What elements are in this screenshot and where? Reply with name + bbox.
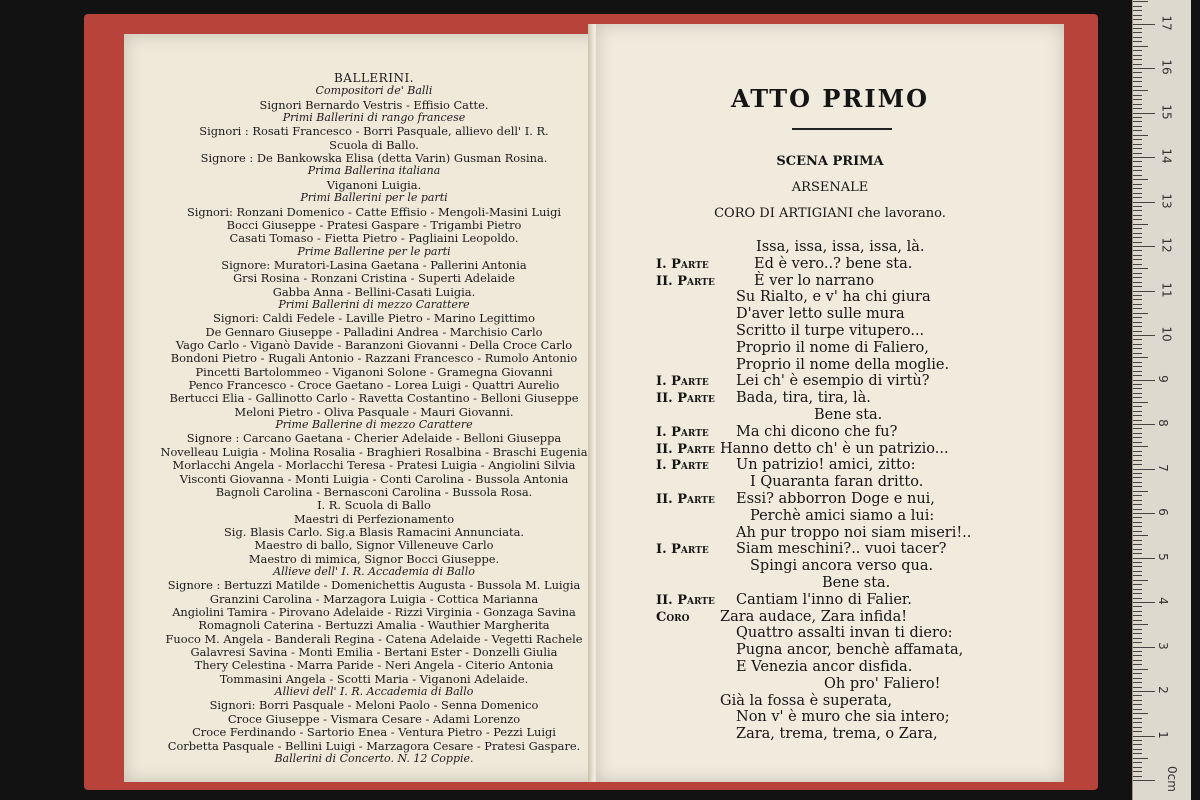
cast-line: Bondoni Pietro - Rugali Antonio - Razzani Francesco - Rumolo Antonio xyxy=(170,351,578,366)
ruler-tick xyxy=(1133,655,1142,656)
ruler-tick xyxy=(1133,99,1142,100)
ruler-tick xyxy=(1133,638,1142,639)
ruler-tick xyxy=(1133,113,1155,114)
verse-line: Su Rialto, e v' ha chi giura xyxy=(736,289,931,306)
cast-line: Croce Giuseppe - Vismara Cesare - Adami Lorenzo xyxy=(227,711,521,726)
ruler-tick xyxy=(1133,90,1148,91)
ruler-tick xyxy=(1133,642,1142,643)
ruler-tick xyxy=(1133,380,1155,381)
verse-line: È ver lo narrano xyxy=(754,272,875,289)
book xyxy=(84,14,1098,790)
ruler-tick xyxy=(1133,46,1148,47)
ruler-number: 11 xyxy=(1159,281,1174,298)
ruler-tick xyxy=(1133,117,1142,118)
ruler-tick xyxy=(1133,37,1142,38)
ruler-tick xyxy=(1133,50,1142,51)
ruler-tick xyxy=(1133,15,1142,16)
cast-line: Allieve dell' I. R. Accademia di Ballo xyxy=(273,564,475,578)
cast-line: Signore : Bertuzzi Matilde - Domenichettis Augusta - Bussola M. Luigia xyxy=(167,578,581,593)
verse-line: Bene sta. xyxy=(814,407,883,423)
ruler-tick xyxy=(1133,464,1142,465)
ruler-tick xyxy=(1133,55,1142,56)
cast-line: Maestro di ballo, Signor Villeneuve Carlo xyxy=(254,538,494,553)
ruler-number: 4 xyxy=(1155,597,1170,605)
chorus-heading: CORO DI ARTIGIANI che lavorano. xyxy=(714,206,946,221)
ruler-tick xyxy=(1133,210,1142,211)
speaker-tag: II. Parte xyxy=(656,273,715,289)
ruler-tick xyxy=(1133,219,1142,220)
measuring-ruler xyxy=(1132,0,1191,800)
cast-line: Vago Carlo - Viganò Davide - Baranzoni Giovanni - Della Croce Carlo xyxy=(175,338,573,352)
cast-line: Maestri di Perfezionamento xyxy=(293,511,455,526)
ruler-tick xyxy=(1133,762,1142,763)
ruler-tick xyxy=(1133,77,1142,78)
speaker-tag: II. Parte xyxy=(656,492,715,507)
ruler-tick xyxy=(1133,424,1155,425)
cast-line: Thery Celestina - Marra Paride - Neri Angela - Citerio Antonia xyxy=(194,658,554,673)
verse-line: E Venezia ancor disfida. xyxy=(736,659,913,675)
ruler-tick xyxy=(1133,415,1142,416)
cast-line: Scuola di Ballo. xyxy=(329,137,419,152)
ruler-tick xyxy=(1133,170,1142,171)
cast-line: Primi Ballerini per le parti xyxy=(300,191,448,205)
ruler-tick xyxy=(1133,593,1142,594)
cast-line: Compositori de' Balli xyxy=(315,84,433,98)
ruler-tick xyxy=(1133,95,1142,96)
verse-line: Quattro assalti invan ti diero: xyxy=(736,625,953,642)
ruler-tick xyxy=(1133,682,1142,683)
ruler-tick xyxy=(1133,531,1142,532)
verse-line: I Quaranta faran dritto. xyxy=(750,474,924,491)
ruler-tick xyxy=(1133,32,1142,33)
ruler-tick xyxy=(1133,6,1142,7)
cast-line: BALLERINI. xyxy=(333,71,414,85)
ruler-tick xyxy=(1133,291,1155,292)
ruler-tick xyxy=(1133,780,1155,781)
ruler-tick xyxy=(1133,486,1142,487)
ruler-tick xyxy=(1133,433,1142,434)
ruler-tick xyxy=(1133,615,1142,616)
ruler-tick xyxy=(1133,713,1148,714)
ruler-tick xyxy=(1133,544,1142,545)
ruler-tick xyxy=(1133,250,1142,251)
left-page xyxy=(124,34,624,782)
ruler-tick xyxy=(1133,148,1142,149)
cast-line: Novelleau Luigia - Molina Rosalia - Braghieri Rosalbina - Braschi Eugenia xyxy=(160,444,588,459)
ruler-tick xyxy=(1133,589,1142,590)
cast-line: Corbetta Pasquale - Bellini Luigi - Marzagora Cesare - Pratesi Gaspare. xyxy=(167,738,581,753)
ruler-tick xyxy=(1133,153,1142,154)
act-title: ATTO PRIMO xyxy=(730,84,930,113)
ruler-tick xyxy=(1133,81,1142,82)
ruler-tick xyxy=(1133,295,1142,296)
ruler-tick xyxy=(1133,446,1148,447)
ruler-tick xyxy=(1133,495,1142,496)
ruler-tick xyxy=(1133,562,1142,563)
ruler-tick xyxy=(1133,72,1142,73)
ruler-tick xyxy=(1133,744,1142,745)
ruler-tick xyxy=(1133,420,1142,421)
speaker-tag: I. Parte xyxy=(656,542,709,558)
cast-line: Signori Bernardo Vestris - Effisio Catte. xyxy=(259,97,489,112)
ruler-tick xyxy=(1133,460,1142,461)
ruler-tick xyxy=(1133,1,1148,2)
ruler-tick xyxy=(1133,357,1148,358)
ruler-tick xyxy=(1133,10,1142,11)
ruler-tick xyxy=(1133,517,1142,518)
ruler-tick xyxy=(1133,264,1142,265)
ruler-tick xyxy=(1133,700,1142,701)
ruler-tick xyxy=(1133,718,1142,719)
verse-line: Lei ch' è esempio di virtù? xyxy=(736,373,930,390)
ruler-tick xyxy=(1133,633,1142,634)
ruler-tick xyxy=(1133,24,1155,25)
ruler-tick xyxy=(1133,695,1142,696)
ruler-tick xyxy=(1133,326,1142,327)
ruler-tick xyxy=(1133,242,1142,243)
ruler-tick xyxy=(1133,575,1142,576)
cast-line: Signore : De Bankowska Elisa (detta Varin) Gusman Rosina. xyxy=(200,151,548,166)
ruler-tick xyxy=(1133,406,1142,407)
ruler-tick xyxy=(1133,722,1142,723)
ruler-tick xyxy=(1133,259,1142,260)
ruler-tick xyxy=(1133,215,1142,216)
ruler-tick xyxy=(1133,549,1142,550)
verse-line: Siam meschini?.. vuoi tacer? xyxy=(736,541,947,558)
cast-line: Bagnoli Carolina - Bernasconi Carolina - Bussola Rosa. xyxy=(215,484,533,499)
cast-line: Romagnoli Caterina - Bertuzzi Amalia - Wauthier Margherita xyxy=(198,618,550,633)
cast-line: Signore: Muratori-Lasina Gaetana - Pallerini Antonia xyxy=(221,257,527,272)
speaker-tag: II. Parte xyxy=(656,391,715,407)
cast-line: Primi Ballerini di mezzo Carattere xyxy=(278,297,470,311)
ruler-tick xyxy=(1133,233,1142,234)
speaker-tag: II. Parte xyxy=(656,592,715,608)
ruler-tick xyxy=(1133,286,1142,287)
cast-line: Allievi dell' I. R. Accademia di Ballo xyxy=(274,685,474,699)
title-rule xyxy=(792,128,892,130)
verse-line: Bada, tira, tira, là. xyxy=(736,390,871,407)
ruler-tick xyxy=(1133,397,1142,398)
verse-line: Bene sta. xyxy=(822,575,891,591)
cast-line: Visconti Giovanna - Monti Luigia - Conti Carolina - Bussola Antonia xyxy=(179,471,569,486)
ruler-tick xyxy=(1133,513,1155,514)
ruler-tick xyxy=(1133,317,1142,318)
verse-line: Oh pro' Faliero! xyxy=(824,675,941,692)
ruler-tick xyxy=(1133,687,1142,688)
verse-line: Già la fossa è superata, xyxy=(720,692,893,709)
verse-line: Ma chi dicono che fu? xyxy=(736,423,898,440)
ruler-number: 13 xyxy=(1159,192,1174,209)
ruler-tick xyxy=(1133,451,1142,452)
ruler-tick xyxy=(1133,193,1142,194)
scene-place: ARSENALE xyxy=(791,180,869,195)
cast-line: Angiolini Tamira - Pirovano Adelaide - Rizzi Virginia - Gonzaga Savina xyxy=(172,605,576,619)
ruler-number: 14 xyxy=(1159,148,1174,164)
ruler-tick xyxy=(1133,767,1142,768)
ruler-number: 12 xyxy=(1159,237,1174,253)
ruler-tick xyxy=(1133,629,1142,630)
verse-line: Cantiam l'inno di Falier. xyxy=(736,591,912,608)
ruler-tick xyxy=(1133,477,1142,478)
ruler-tick xyxy=(1133,282,1142,283)
ruler-number: 0cm xyxy=(1164,766,1179,792)
cast-line: I. R. Scuola di Ballo xyxy=(317,498,431,513)
cast-line: Pincetti Bartolommeo - Viganoni Solone - Gramegna Giovanni xyxy=(195,364,553,379)
cast-line: Fuoco M. Angela - Banderali Regina - Catena Adelaide - Vegetti Rachele xyxy=(165,631,583,646)
cast-line: Signori: Caldi Fedele - Laville Pietro - Marino Legittimo xyxy=(213,311,535,326)
verse-line: Zara audace, Zara infida! xyxy=(720,608,908,625)
ruler-tick xyxy=(1133,771,1142,772)
verse-line: Proprio il nome della moglie. xyxy=(736,356,950,373)
scene-heading: SCENA PRIMA xyxy=(776,154,884,169)
ruler-tick xyxy=(1133,166,1142,167)
ruler-tick xyxy=(1133,584,1142,585)
speaker-tag: I. Parte xyxy=(656,424,709,440)
ruler-tick xyxy=(1133,313,1148,314)
cast-line: Tommasini Angela - Scotti Maria - Viganoni Adelaide. xyxy=(219,671,529,686)
ruler-tick xyxy=(1133,402,1148,403)
ruler-tick xyxy=(1133,59,1142,60)
ruler-tick xyxy=(1133,135,1148,136)
ruler-tick xyxy=(1133,273,1142,274)
ruler-tick xyxy=(1133,504,1142,505)
ruler-tick xyxy=(1133,602,1155,603)
ruler-number: 2 xyxy=(1155,686,1170,694)
ruler-tick xyxy=(1133,202,1155,203)
verse-line: Proprio il nome di Faliero, xyxy=(736,339,929,356)
ruler-tick xyxy=(1133,428,1142,429)
ruler-tick xyxy=(1133,19,1142,20)
ruler-tick xyxy=(1133,669,1148,670)
ruler-number: 5 xyxy=(1155,552,1170,561)
cast-line: Casati Tomaso - Fietta Pietro - Pagliaini Leopoldo. xyxy=(229,231,519,246)
ruler-tick xyxy=(1133,526,1142,527)
ruler-tick xyxy=(1133,624,1148,625)
ruler-tick xyxy=(1133,121,1142,122)
ruler-tick xyxy=(1133,388,1142,389)
verse-line: Essi? abborron Doge e nui, xyxy=(736,491,935,507)
ruler-tick xyxy=(1133,322,1142,323)
speaker-tag: I. Parte xyxy=(656,458,709,474)
ruler-tick xyxy=(1133,277,1142,278)
ruler-tick xyxy=(1133,393,1142,394)
cast-line: Bertucci Elia - Gallinotto Carlo - Ravetta Costantino - Belloni Giuseppe xyxy=(169,391,579,406)
ruler-tick xyxy=(1133,651,1142,652)
ruler-number: 9 xyxy=(1155,374,1170,383)
ruler-tick xyxy=(1133,709,1142,710)
ruler-number: 10 xyxy=(1159,326,1174,342)
ruler-tick xyxy=(1133,335,1155,336)
ruler-tick xyxy=(1133,366,1142,367)
ruler-tick xyxy=(1133,558,1155,559)
ruler-tick xyxy=(1133,500,1142,501)
cast-line: Gabba Anna - Bellini-Casati Luigia. xyxy=(272,284,476,299)
ruler-tick xyxy=(1133,308,1142,309)
ruler-tick xyxy=(1133,753,1142,754)
cast-line: Primi Ballerini di rango francese xyxy=(282,111,466,125)
ruler-tick xyxy=(1133,331,1142,332)
ruler-tick xyxy=(1133,384,1142,385)
cast-line: Signori : Rosati Francesco - Borri Pasquale, allievo dell' I. R. xyxy=(199,124,549,139)
ruler-tick xyxy=(1133,304,1142,305)
ruler-tick xyxy=(1133,339,1142,340)
ruler-tick xyxy=(1133,104,1142,105)
speaker-tag: II. Parte xyxy=(656,441,715,457)
ruler-tick xyxy=(1133,144,1142,145)
cast-line: De Gennaro Giuseppe - Palladini Andrea - Marchisio Carlo xyxy=(205,324,543,339)
ruler-tick xyxy=(1133,473,1142,474)
cast-line: Bocci Giuseppe - Pratesi Gaspare - Trigambi Pietro xyxy=(226,217,522,232)
ruler-tick xyxy=(1133,660,1142,661)
ruler-tick xyxy=(1133,188,1142,189)
speaker-tag: Coro xyxy=(656,609,690,625)
ruler-tick xyxy=(1133,126,1142,127)
cast-line: Signore : Carcano Gaetana - Cherier Adelaide - Belloni Giuseppa xyxy=(186,431,562,446)
ruler-tick xyxy=(1133,246,1155,247)
ruler-tick xyxy=(1133,704,1142,705)
verse-line: Perchè amici siamo a lui: xyxy=(750,507,935,524)
ruler-tick xyxy=(1133,776,1142,777)
ruler-tick xyxy=(1133,64,1142,65)
verse-line: Issa, issa, issa, issa, là. xyxy=(756,239,925,255)
ruler-tick xyxy=(1133,442,1142,443)
ruler-tick xyxy=(1133,606,1142,607)
ruler-number: 7 xyxy=(1155,463,1170,472)
ruler-tick xyxy=(1133,255,1142,256)
cast-line: Viganoni Luigia. xyxy=(326,177,422,192)
ruler-tick xyxy=(1133,139,1142,140)
ruler-tick xyxy=(1133,673,1142,674)
ruler-number: 17 xyxy=(1159,14,1174,31)
ruler-tick xyxy=(1133,299,1142,300)
cast-line: Granzini Carolina - Marzagora Luigia - Cottica Marianna xyxy=(209,591,539,606)
ruler-tick xyxy=(1133,678,1142,679)
ruler-number: 8 xyxy=(1155,419,1170,427)
ruler-tick xyxy=(1133,268,1148,269)
cast-line: Prime Ballerine di mezzo Carattere xyxy=(275,418,473,432)
ruler-tick xyxy=(1133,647,1155,648)
cast-line: Sig. Blasis Carlo. Sig.a Blasis Ramacini Annunciata. xyxy=(224,524,524,539)
ruler-number: 6 xyxy=(1155,508,1170,516)
ruler-tick xyxy=(1133,437,1142,438)
ruler-tick xyxy=(1133,598,1142,599)
cast-line: Maestro di mimica, Signor Bocci Giuseppe. xyxy=(248,551,500,566)
cast-line: Morlacchi Angela - Morlacchi Teresa - Pratesi Luigia - Angiolini Silvia xyxy=(172,458,576,473)
verse-line: Scritto il turpe vitupero... xyxy=(736,323,925,339)
cast-line: Meloni Pietro - Oliva Pasquale - Mauri Giovanni. xyxy=(234,404,514,419)
ruler-tick xyxy=(1133,455,1142,456)
ruler-tick xyxy=(1133,491,1148,492)
ruler-tick xyxy=(1133,620,1142,621)
verse-line: Un patrizio! amici, zitto: xyxy=(736,457,916,474)
ruler-tick xyxy=(1133,727,1142,728)
ruler-tick xyxy=(1133,664,1142,665)
verse-line: D'aver letto sulle mura xyxy=(736,306,905,323)
ruler-tick xyxy=(1133,731,1142,732)
ruler-tick xyxy=(1133,482,1142,483)
ruler-tick xyxy=(1133,362,1142,363)
ruler-tick xyxy=(1133,353,1142,354)
verse-line: Non v' è muro che sia intero; xyxy=(736,709,950,726)
verse-line: Pugna ancor, benchè affamata, xyxy=(736,642,964,659)
ruler-tick xyxy=(1133,130,1142,131)
ruler-number: 3 xyxy=(1155,641,1170,650)
ruler-tick xyxy=(1133,580,1148,581)
ruler-tick xyxy=(1133,535,1148,536)
ruler-number: 15 xyxy=(1159,103,1174,120)
ruler-tick xyxy=(1133,736,1155,737)
ruler-tick xyxy=(1133,509,1142,510)
ruler-number: 1 xyxy=(1155,730,1170,739)
ruler-tick xyxy=(1133,411,1142,412)
cast-line: Galavresi Savina - Monti Emilia - Bertani Ester - Donzelli Giulia xyxy=(190,645,558,660)
verse-line: Spingi ancora verso qua. xyxy=(750,558,934,575)
ruler-tick xyxy=(1133,68,1155,69)
ruler-tick xyxy=(1133,108,1142,109)
cast-line: Grsi Rosina - Ronzani Cristina - Superti Adelaide xyxy=(233,271,515,286)
ruler-number: 16 xyxy=(1159,59,1174,75)
ruler-tick xyxy=(1133,197,1142,198)
ruler-tick xyxy=(1133,206,1142,207)
cast-line: Prima Ballerina italiana xyxy=(307,164,441,178)
ruler-tick xyxy=(1133,224,1148,225)
ruler-tick xyxy=(1133,540,1142,541)
verse-line: Hanno detto ch' è un patrizio... xyxy=(720,440,949,457)
ruler-tick xyxy=(1133,375,1142,376)
ruler-tick xyxy=(1133,184,1142,185)
ruler-tick xyxy=(1133,740,1142,741)
ruler-tick xyxy=(1133,749,1142,750)
cast-line: Signori: Ronzani Domenico - Catte Effisio - Mengoli-Masini Luigi xyxy=(186,204,562,219)
ruler-tick xyxy=(1133,179,1148,180)
ruler-tick xyxy=(1133,553,1142,554)
ruler-tick xyxy=(1133,344,1142,345)
cast-line: Ballerini di Concerto. N. 12 Coppie. xyxy=(274,751,474,765)
verse-line: Ah pur troppo noi siam miseri!.. xyxy=(736,524,972,541)
ruler-tick xyxy=(1133,758,1148,759)
cast-line: Penco Francesco - Croce Gaetano - Lorea Luigi - Quattri Aurelio xyxy=(188,378,560,393)
speaker-tag: I. Parte xyxy=(656,374,709,390)
ruler-tick xyxy=(1133,571,1142,572)
right-page xyxy=(596,24,1064,782)
ruler-tick xyxy=(1133,157,1155,158)
ruler-tick xyxy=(1133,566,1142,567)
ruler-tick xyxy=(1133,469,1155,470)
verse-line: Ed è vero..? bene sta. xyxy=(754,255,913,272)
ruler-tick xyxy=(1133,228,1142,229)
ruler-tick xyxy=(1133,86,1142,87)
cast-line: Prime Ballerine per le parti xyxy=(297,244,451,258)
ruler-tick xyxy=(1133,522,1142,523)
verse-line: Zara, trema, trema, o Zara, xyxy=(736,726,938,743)
speaker-tag: I. Parte xyxy=(656,256,709,272)
ruler-tick xyxy=(1133,348,1142,349)
ruler-tick xyxy=(1133,691,1155,692)
ruler-tick xyxy=(1133,161,1142,162)
ruler-tick xyxy=(1133,175,1142,176)
ruler-tick xyxy=(1133,41,1142,42)
ruler-tick xyxy=(1133,371,1142,372)
ruler-tick xyxy=(1133,611,1142,612)
ruler-tick xyxy=(1133,28,1142,29)
cast-line: Signori: Borri Pasquale - Meloni Paolo - Senna Domenico xyxy=(209,698,539,713)
cast-line: Croce Ferdinando - Sartorio Enea - Ventura Pietro - Pezzi Luigi xyxy=(192,725,556,740)
ruler-tick xyxy=(1133,237,1142,238)
